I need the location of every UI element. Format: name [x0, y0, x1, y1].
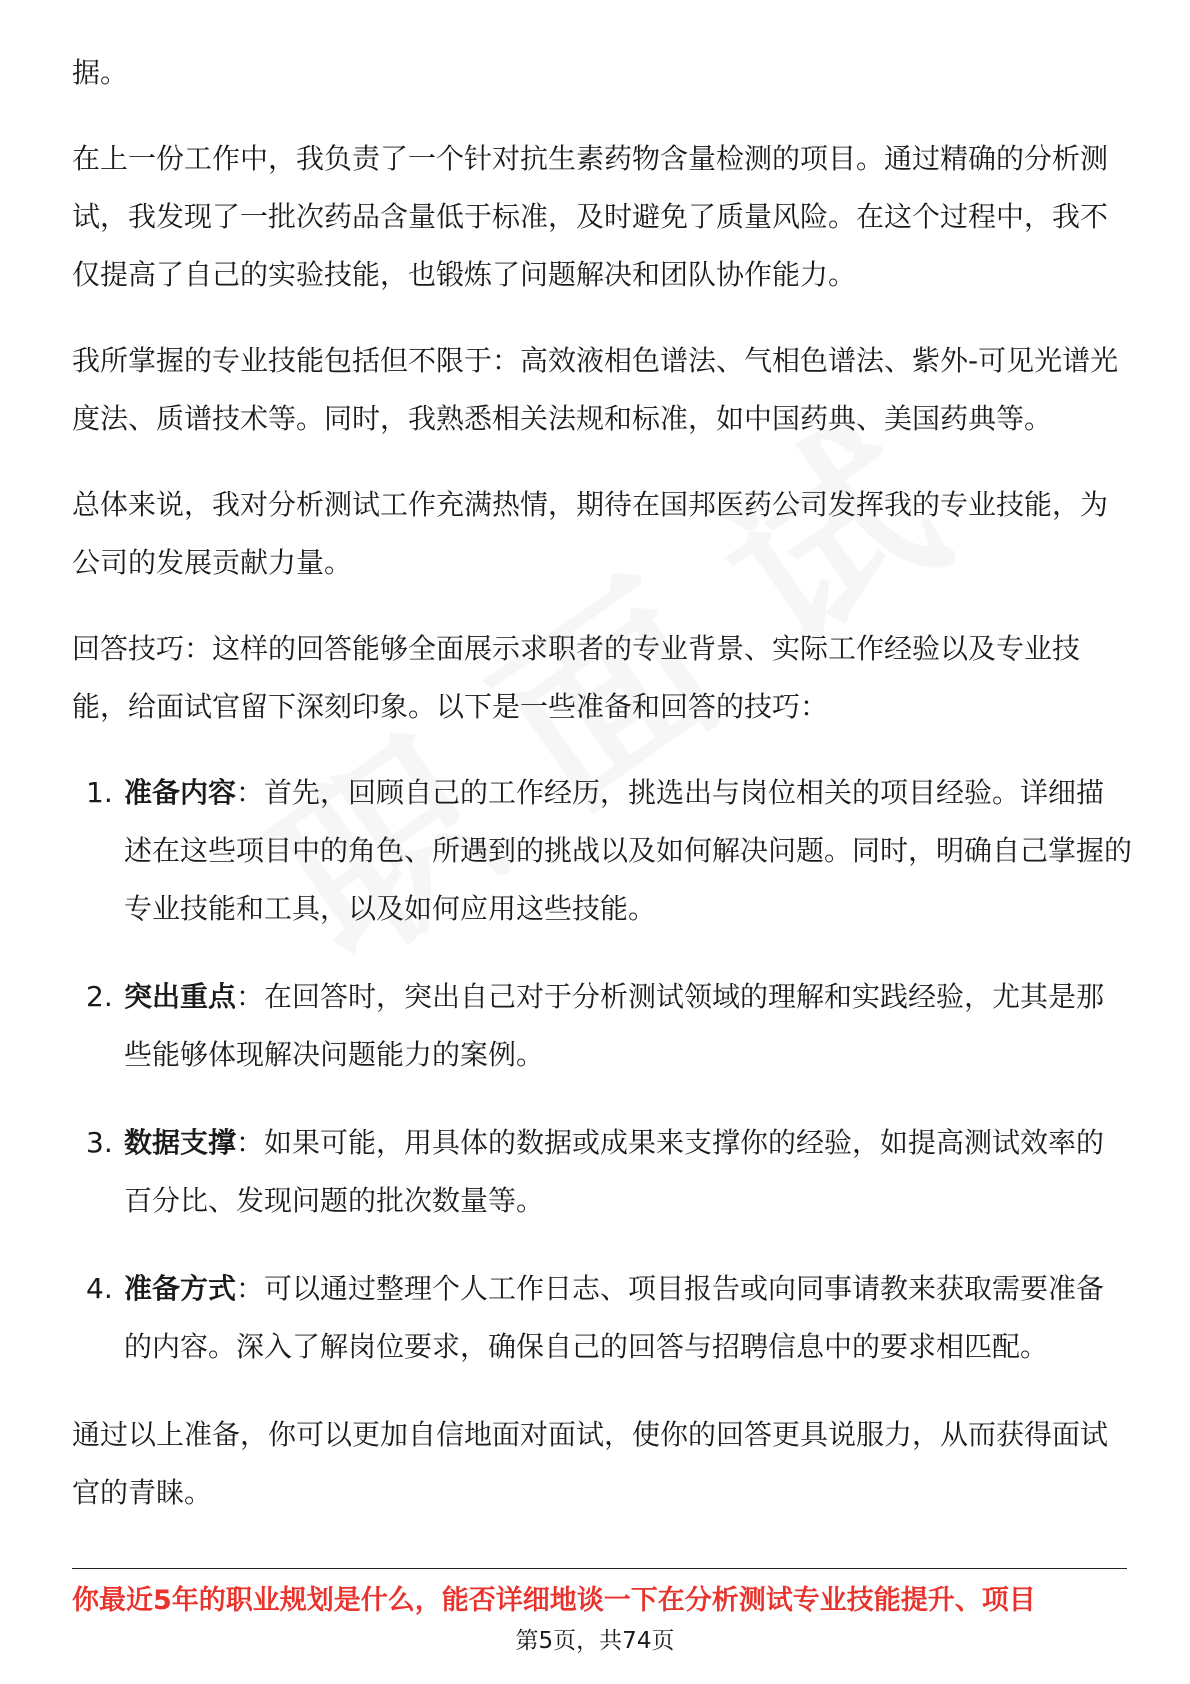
- list-number: 1.: [86, 776, 113, 809]
- list-number: 4.: [86, 1272, 113, 1305]
- next-question-heading: 你最近5年的职业规划是什么，能否详细地谈一下在分析测试专业技能提升、项目: [72, 1585, 1036, 1616]
- paragraph: 在上一份工作中，我负责了一个针对抗生素药物含量检测的项目。通过精确的分析测试，我发现了一批次药品含量低于标准，及时避免了质量风险。在这个过程中，我不仅提高了自己的实验技能，也锻炼了问题解决和团队协作能力。: [72, 142, 1109, 291]
- paragraph: 总体来说，我对分析测试工作充满热情，期待在国邦医药公司发挥我的专业技能，为公司的发展贡献力量。: [72, 488, 1109, 579]
- divider: [72, 1568, 1127, 1569]
- list-item: [72, 764, 1132, 938]
- list-number: 3.: [86, 1126, 113, 1159]
- list-item: [72, 968, 1132, 1084]
- closing-paragraph: 通过以上准备，你可以更加自信地面对面试，使你的回答更具说服力，从而获得面试官的青睐。: [72, 1418, 1109, 1509]
- list-item-text: ：如果可能，用具体的数据或成果来支撑你的经验，如提高测试效率的百分比、发现问题的批次数量等。: [124, 1126, 1105, 1217]
- list-item-label: 准备方式: [124, 1272, 237, 1305]
- page-content: [72, 44, 1132, 1550]
- list-item-text: ：首先，回顾自己的工作经历，挑选出与岗位相关的项目经验。详细描述在这些项目中的角色、所遇到的挑战以及如何解决问题。同时，明确自己掌握的专业技能和工具，以及如何应用这些技能。: [124, 776, 1133, 925]
- page-number: 第5页，共74页: [515, 1628, 675, 1654]
- paragraph: 据。: [72, 56, 129, 89]
- list-item-label: 数据支撑: [124, 1126, 237, 1159]
- tips-list: [72, 764, 1132, 1376]
- paragraph: 我所掌握的专业技能包括但不限于：高效液相色谱法、气相色谱法、紫外-可见光谱光度法、质谱技术等。同时，我熟悉相关法规和标准，如中国药典、美国药典等。: [72, 344, 1119, 435]
- list-item: [72, 1114, 1132, 1230]
- list-item-text: ：在回答时，突出自己对于分析测试领域的理解和实践经验，尤其是那些能够体现解决问题能力的案例。: [124, 980, 1105, 1071]
- list-item-text: ：可以通过整理个人工作日志、项目报告或向同事请教来获取需要准备的内容。深入了解岗位要求，确保自己的回答与招聘信息中的要求相匹配。: [124, 1272, 1105, 1363]
- list-item-label: 准备内容: [124, 776, 237, 809]
- list-item: [72, 1260, 1132, 1376]
- list-number: 2.: [86, 980, 113, 1013]
- paragraph: 回答技巧：这样的回答能够全面展示求职者的专业背景、实际工作经验以及专业技能，给面试官留下深刻印象。以下是一些准备和回答的技巧：: [72, 632, 1081, 723]
- list-item-label: 突出重点: [124, 980, 237, 1013]
